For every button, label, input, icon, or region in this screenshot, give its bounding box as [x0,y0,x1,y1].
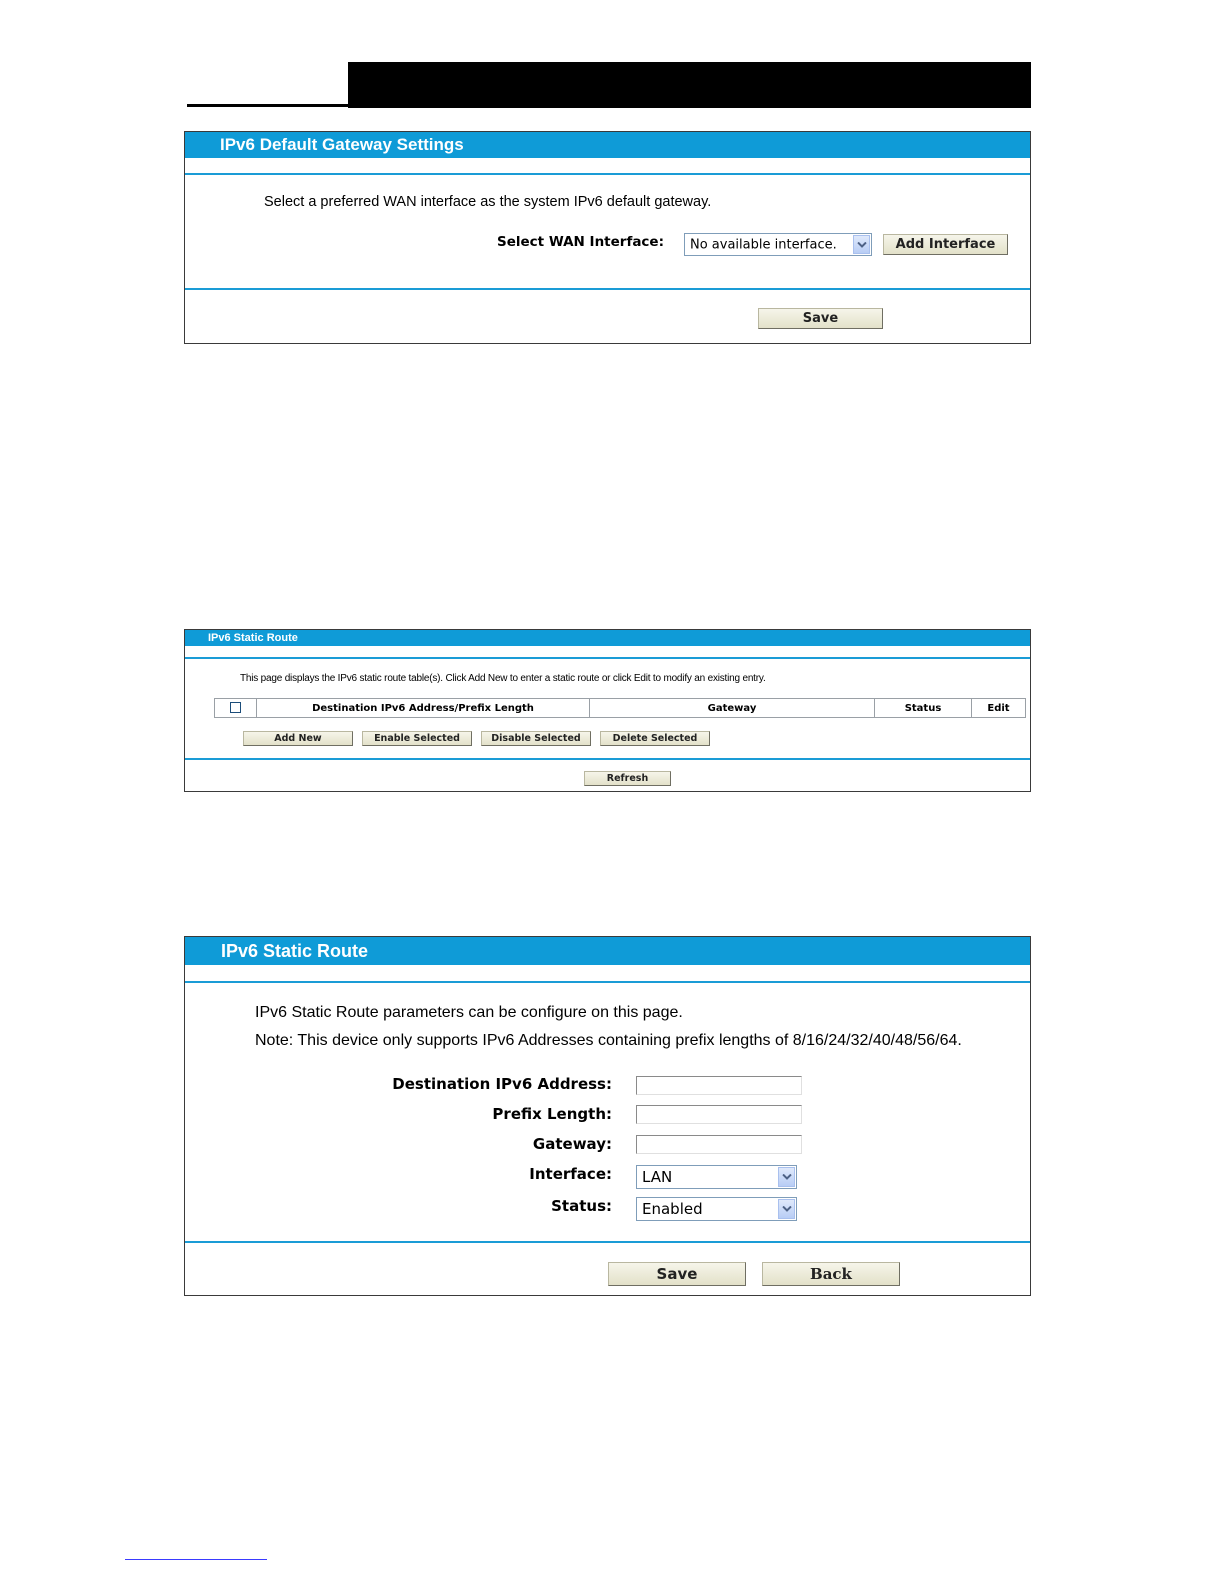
wan-interface-select[interactable] [684,233,872,256]
divider [185,288,1030,290]
status-value: Enabled [642,1200,703,1218]
gateway-label: Gateway: [532,1135,612,1153]
chevron-down-icon[interactable] [778,1199,795,1219]
prefix-length-label: Prefix Length: [492,1105,612,1123]
gateway-input[interactable] [636,1135,802,1154]
wan-interface-value: No available interface. [690,237,837,252]
header-bar [348,62,1031,108]
status-select[interactable] [636,1197,797,1221]
destination-input[interactable] [636,1076,802,1095]
divider [185,1241,1030,1243]
refresh-button[interactable]: Refresh [584,771,671,786]
status-label: Status: [551,1197,612,1215]
route-table [214,698,1026,718]
column-destination: Destination IPv6 Address/Prefix Length [257,699,590,718]
gateway-description: Select a preferred WAN interface as the system IPv6 default gateway. [264,194,712,210]
interface-label: Interface: [529,1165,612,1183]
panel-title: IPv6 Static Route [185,937,1030,965]
footer-link-underline [125,1559,267,1560]
disable-selected-button[interactable]: Disable Selected [481,731,591,746]
save-button[interactable]: Save [758,308,883,329]
column-edit: Edit [972,699,1026,718]
divider [185,758,1030,760]
header-underline [187,104,349,107]
gateway-settings-panel [184,131,1031,344]
divider [185,657,1030,659]
route-edit-line1: IPv6 Static Route parameters can be configure on this page. [255,1004,683,1021]
add-new-button[interactable]: Add New [243,731,353,746]
select-all-cell [215,699,257,718]
enable-selected-button[interactable]: Enable Selected [362,731,472,746]
prefix-length-input[interactable] [636,1105,802,1124]
select-all-checkbox[interactable] [230,702,241,713]
static-route-list-panel [184,629,1031,792]
interface-select[interactable] [636,1165,797,1189]
panel-title: IPv6 Default Gateway Settings [185,132,1030,158]
route-list-description: This page displays the IPv6 static route table(s). Click Add New to enter a static route or click Edit to modify an existing entry. [240,673,766,684]
save-button[interactable]: Save [608,1262,746,1286]
wan-interface-label: Select WAN Interface: [497,234,664,250]
static-route-edit-panel [184,936,1031,1296]
panel-title: IPv6 Static Route [185,630,1030,646]
back-button[interactable]: Back [762,1262,900,1286]
delete-selected-button[interactable]: Delete Selected [600,731,710,746]
interface-value: LAN [642,1168,673,1186]
add-interface-button[interactable]: Add Interface [883,234,1008,255]
column-status: Status [875,699,972,718]
divider [185,173,1030,175]
table-header-row [215,699,1026,718]
destination-label: Destination IPv6 Address: [392,1075,612,1093]
divider [185,981,1030,983]
chevron-down-icon[interactable] [778,1167,795,1187]
chevron-down-icon[interactable] [853,235,870,254]
route-edit-note: Note: This device only supports IPv6 Addresses containing prefix lengths of 8/16/24/32/40/48/56/64. [255,1032,962,1049]
column-gateway: Gateway [590,699,875,718]
